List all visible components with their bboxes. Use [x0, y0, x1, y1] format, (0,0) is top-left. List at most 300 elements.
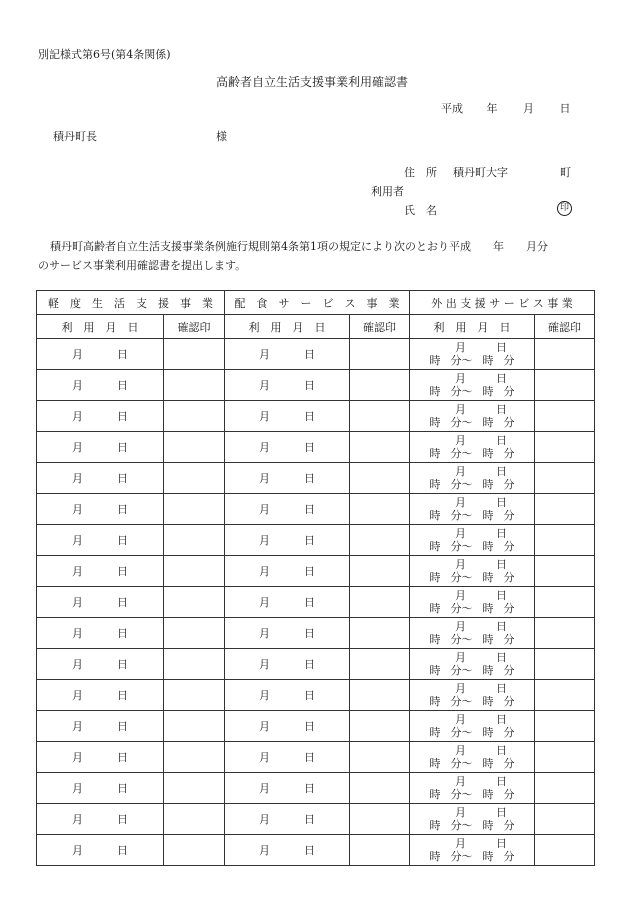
- hour-label: 時: [429, 726, 441, 739]
- use-date-cell[interactable]: [225, 432, 350, 463]
- day-label: 日: [496, 434, 507, 447]
- confirm-seal-cell[interactable]: [164, 773, 225, 804]
- day-label: 日: [496, 496, 507, 509]
- confirm-seal-cell[interactable]: [535, 804, 595, 835]
- confirm-seal-cell[interactable]: [535, 401, 595, 432]
- month-label: 月: [72, 689, 83, 702]
- date-year: 年: [486, 102, 498, 115]
- use-date-time-cell[interactable]: [410, 649, 535, 680]
- use-date-time-cell[interactable]: [410, 587, 535, 618]
- hour-label: 時: [482, 695, 494, 708]
- use-date-time-cell[interactable]: [410, 711, 535, 742]
- confirm-seal-cell[interactable]: [164, 711, 225, 742]
- month-label: 月: [259, 410, 270, 423]
- day-label: 日: [496, 682, 507, 695]
- address-label: 住 所: [404, 166, 437, 179]
- confirm-seal-cell[interactable]: [535, 556, 595, 587]
- month-label: 月: [72, 813, 83, 826]
- month-label: 月: [72, 844, 83, 857]
- confirm-seal-cell[interactable]: [164, 835, 225, 866]
- day-label: 日: [117, 689, 128, 702]
- confirm-seal-cell[interactable]: [164, 370, 225, 401]
- day-label: 日: [496, 372, 507, 385]
- use-date-cell[interactable]: [225, 556, 350, 587]
- use-date-cell[interactable]: [225, 370, 350, 401]
- confirm-seal-cell[interactable]: [164, 401, 225, 432]
- use-date-time-cell[interactable]: [410, 835, 535, 866]
- day-label: 日: [117, 596, 128, 609]
- hour-label: 時: [482, 602, 494, 615]
- table-row: [37, 401, 595, 432]
- use-date-cell[interactable]: [37, 680, 164, 711]
- use-date-time-cell[interactable]: [410, 773, 535, 804]
- confirm-seal-cell[interactable]: [164, 432, 225, 463]
- use-date-cell[interactable]: [225, 680, 350, 711]
- minute-from-label: 分〜: [450, 850, 473, 863]
- month-label: 月: [259, 441, 270, 454]
- column-header-date: 利 用 月 日: [225, 315, 350, 339]
- minute-label: 分: [503, 385, 515, 398]
- confirm-seal-cell[interactable]: [535, 835, 595, 866]
- day-label: 日: [496, 558, 507, 571]
- use-date-time-cell[interactable]: [410, 401, 535, 432]
- minute-from-label: 分〜: [450, 571, 473, 584]
- form-number: 別記様式第6号(第4条関係): [38, 48, 171, 61]
- use-date-cell[interactable]: [37, 742, 164, 773]
- use-date-time-cell[interactable]: [410, 432, 535, 463]
- confirm-seal-cell[interactable]: [350, 804, 410, 835]
- day-label: 日: [117, 441, 128, 454]
- confirm-seal-cell[interactable]: [535, 525, 595, 556]
- confirm-seal-cell[interactable]: [535, 463, 595, 494]
- day-label: 日: [496, 589, 507, 602]
- table-row: [37, 370, 595, 401]
- day-label: 日: [117, 379, 128, 392]
- day-label: 日: [496, 465, 507, 478]
- month-label: 月: [455, 775, 466, 788]
- table-row: [37, 463, 595, 494]
- use-date-cell[interactable]: [225, 649, 350, 680]
- day-label: 日: [304, 441, 315, 454]
- use-date-cell[interactable]: [37, 494, 164, 525]
- column-header-confirm: 確認印: [535, 315, 595, 339]
- user-label: 利用者: [371, 185, 404, 198]
- body-text-line-2: のサービス事業利用確認書を提出します。: [38, 259, 247, 272]
- section-header-meal-delivery: 配 食 サ ー ビ ス 事 業: [225, 291, 410, 315]
- day-label: 日: [304, 689, 315, 702]
- use-date-time-cell[interactable]: [410, 804, 535, 835]
- hour-label: 時: [482, 540, 494, 553]
- use-date-time-cell[interactable]: [410, 556, 535, 587]
- hour-label: 時: [429, 695, 441, 708]
- use-date-cell[interactable]: [37, 618, 164, 649]
- use-date-time-cell[interactable]: [410, 525, 535, 556]
- address-value: 積丹町大字: [453, 166, 508, 179]
- month-label: 月: [259, 627, 270, 640]
- hour-label: 時: [482, 633, 494, 646]
- minute-label: 分: [503, 540, 515, 553]
- use-date-cell[interactable]: [225, 494, 350, 525]
- confirm-seal-cell[interactable]: [350, 339, 410, 370]
- use-date-cell[interactable]: [225, 339, 350, 370]
- minute-from-label: 分〜: [450, 354, 473, 367]
- month-label: 月: [455, 713, 466, 726]
- month-label: 月: [455, 682, 466, 695]
- day-label: 日: [496, 527, 507, 540]
- use-date-cell[interactable]: [37, 711, 164, 742]
- minute-label: 分: [503, 633, 515, 646]
- use-date-cell[interactable]: [225, 587, 350, 618]
- use-date-cell[interactable]: [37, 370, 164, 401]
- minute-label: 分: [503, 695, 515, 708]
- day-label: 日: [496, 620, 507, 633]
- confirm-seal-cell[interactable]: [350, 494, 410, 525]
- month-label: 月: [72, 472, 83, 485]
- confirm-seal-cell[interactable]: [164, 587, 225, 618]
- hour-label: 時: [429, 354, 441, 367]
- month-label: 月: [455, 558, 466, 571]
- column-header-confirm: 確認印: [350, 315, 410, 339]
- month-label: 月: [72, 379, 83, 392]
- confirm-seal-cell[interactable]: [350, 463, 410, 494]
- confirm-seal-cell[interactable]: [350, 649, 410, 680]
- confirm-seal-cell[interactable]: [350, 587, 410, 618]
- date-day: 日: [559, 102, 571, 115]
- section-header-row: [37, 291, 595, 315]
- confirm-seal-cell[interactable]: [164, 804, 225, 835]
- hour-label: 時: [429, 540, 441, 553]
- minute-label: 分: [503, 819, 515, 832]
- table-row: [37, 835, 595, 866]
- confirm-seal-cell[interactable]: [535, 742, 595, 773]
- table-row: [37, 680, 595, 711]
- day-label: 日: [117, 627, 128, 640]
- month-label: 月: [455, 744, 466, 757]
- hour-label: 時: [482, 509, 494, 522]
- month-label: 月: [455, 837, 466, 850]
- use-date-cell[interactable]: [37, 649, 164, 680]
- month-label: 月: [455, 372, 466, 385]
- use-date-cell[interactable]: [37, 401, 164, 432]
- confirm-seal-cell[interactable]: [164, 680, 225, 711]
- date-month: 月: [523, 102, 534, 115]
- day-label: 日: [496, 837, 507, 850]
- month-label: 月: [72, 658, 83, 671]
- use-date-cell[interactable]: [225, 804, 350, 835]
- month-label: 月: [259, 565, 270, 578]
- confirm-seal-cell[interactable]: [535, 370, 595, 401]
- confirm-seal-cell[interactable]: [535, 649, 595, 680]
- use-date-time-cell[interactable]: [410, 494, 535, 525]
- month-label: 月: [455, 434, 466, 447]
- minute-from-label: 分〜: [450, 509, 473, 522]
- day-label: 日: [117, 720, 128, 733]
- confirm-seal-cell[interactable]: [164, 556, 225, 587]
- confirm-seal-cell[interactable]: [535, 773, 595, 804]
- day-label: 日: [117, 782, 128, 795]
- use-date-cell[interactable]: [37, 525, 164, 556]
- hour-label: 時: [482, 478, 494, 491]
- month-label: 月: [455, 589, 466, 602]
- use-date-cell[interactable]: [225, 742, 350, 773]
- minute-label: 分: [503, 664, 515, 677]
- use-date-cell[interactable]: [225, 525, 350, 556]
- hour-label: 時: [482, 354, 494, 367]
- confirm-seal-cell[interactable]: [350, 711, 410, 742]
- month-label: 月: [72, 534, 83, 547]
- date-era: 平成: [441, 102, 463, 115]
- day-label: 日: [304, 627, 315, 640]
- use-date-cell[interactable]: [225, 618, 350, 649]
- month-label: 月: [259, 596, 270, 609]
- use-date-cell[interactable]: [225, 835, 350, 866]
- month-label: 月: [259, 534, 270, 547]
- month-label: 月: [455, 527, 466, 540]
- month-label: 月: [72, 410, 83, 423]
- minute-from-label: 分〜: [450, 478, 473, 491]
- month-label: 月: [72, 627, 83, 640]
- day-label: 日: [496, 775, 507, 788]
- table-row: [37, 649, 595, 680]
- confirm-seal-cell[interactable]: [164, 742, 225, 773]
- month-label: 月: [259, 844, 270, 857]
- month-label: 月: [455, 806, 466, 819]
- minute-label: 分: [503, 757, 515, 770]
- minute-label: 分: [503, 509, 515, 522]
- hour-label: 時: [482, 416, 494, 429]
- day-label: 日: [304, 534, 315, 547]
- section-header-outing-support: 外 出 支 援 サ ー ビ ス 事 業: [410, 291, 595, 315]
- confirm-seal-cell[interactable]: [164, 494, 225, 525]
- confirm-seal-cell[interactable]: [350, 618, 410, 649]
- hour-label: 時: [429, 416, 441, 429]
- confirm-seal-cell[interactable]: [350, 556, 410, 587]
- day-label: 日: [304, 348, 315, 361]
- minute-from-label: 分〜: [450, 664, 473, 677]
- minute-from-label: 分〜: [450, 416, 473, 429]
- day-label: 日: [117, 751, 128, 764]
- use-date-cell[interactable]: [37, 773, 164, 804]
- use-date-time-cell[interactable]: [410, 680, 535, 711]
- day-label: 日: [496, 341, 507, 354]
- day-label: 日: [304, 813, 315, 826]
- confirm-seal-cell[interactable]: [350, 742, 410, 773]
- month-label: 月: [455, 465, 466, 478]
- month-label: 月: [259, 720, 270, 733]
- hour-label: 時: [429, 819, 441, 832]
- month-label: 月: [259, 379, 270, 392]
- use-date-cell[interactable]: [37, 556, 164, 587]
- use-date-time-cell[interactable]: [410, 618, 535, 649]
- table-row: [37, 494, 595, 525]
- table-row: [37, 339, 595, 370]
- usage-table: [36, 290, 595, 866]
- month-label: 月: [72, 720, 83, 733]
- month-label: 月: [259, 472, 270, 485]
- day-label: 日: [304, 751, 315, 764]
- use-date-cell[interactable]: [225, 711, 350, 742]
- confirm-seal-cell[interactable]: [164, 618, 225, 649]
- day-label: 日: [117, 348, 128, 361]
- day-label: 日: [304, 565, 315, 578]
- hour-label: 時: [429, 447, 441, 460]
- minute-label: 分: [503, 788, 515, 801]
- hour-label: 時: [429, 385, 441, 398]
- hour-label: 時: [482, 571, 494, 584]
- confirm-seal-cell[interactable]: [164, 339, 225, 370]
- month-label: 月: [455, 403, 466, 416]
- minute-label: 分: [503, 478, 515, 491]
- document-title: 高齢者自立生活支援事業利用確認書: [216, 75, 409, 89]
- hour-label: 時: [429, 757, 441, 770]
- name-label: 氏 名: [404, 204, 437, 217]
- use-date-cell[interactable]: [225, 463, 350, 494]
- month-label: 月: [259, 503, 270, 516]
- day-label: 日: [496, 403, 507, 416]
- table-row: [37, 556, 595, 587]
- day-label: 日: [117, 565, 128, 578]
- confirm-seal-cell[interactable]: [535, 432, 595, 463]
- hour-label: 時: [482, 757, 494, 770]
- table-row: [37, 742, 595, 773]
- confirm-seal-cell[interactable]: [164, 649, 225, 680]
- day-label: 日: [117, 844, 128, 857]
- hour-label: 時: [429, 664, 441, 677]
- day-label: 日: [304, 720, 315, 733]
- day-label: 日: [117, 534, 128, 547]
- minute-label: 分: [503, 571, 515, 584]
- hour-label: 時: [429, 571, 441, 584]
- section-header-light-living: 軽 度 生 活 支 援 事 業: [37, 291, 225, 315]
- confirm-seal-cell[interactable]: [164, 525, 225, 556]
- day-label: 日: [304, 782, 315, 795]
- confirm-seal-cell[interactable]: [535, 494, 595, 525]
- day-label: 日: [304, 503, 315, 516]
- month-label: 月: [455, 341, 466, 354]
- hour-label: 時: [482, 850, 494, 863]
- minute-label: 分: [503, 447, 515, 460]
- hour-label: 時: [429, 509, 441, 522]
- hour-label: 時: [482, 819, 494, 832]
- minute-from-label: 分〜: [450, 633, 473, 646]
- minute-from-label: 分〜: [450, 819, 473, 832]
- minute-from-label: 分〜: [450, 695, 473, 708]
- month-label: 月: [72, 782, 83, 795]
- table-row: [37, 618, 595, 649]
- seal-mark: [557, 200, 572, 216]
- confirm-seal-cell[interactable]: [350, 680, 410, 711]
- seal-icon: 印: [557, 201, 572, 216]
- hour-label: 時: [482, 664, 494, 677]
- minute-from-label: 分〜: [450, 602, 473, 615]
- confirm-seal-cell[interactable]: [535, 680, 595, 711]
- hour-label: 時: [482, 447, 494, 460]
- month-label: 月: [455, 496, 466, 509]
- hour-label: 時: [429, 788, 441, 801]
- month-label: 月: [259, 782, 270, 795]
- month-label: 月: [72, 751, 83, 764]
- day-label: 日: [496, 713, 507, 726]
- confirm-seal-cell[interactable]: [350, 432, 410, 463]
- day-label: 日: [117, 472, 128, 485]
- month-label: 月: [259, 813, 270, 826]
- table-row: [37, 773, 595, 804]
- minute-from-label: 分〜: [450, 726, 473, 739]
- day-label: 日: [304, 844, 315, 857]
- hour-label: 時: [429, 850, 441, 863]
- address-suffix: 町: [560, 166, 571, 179]
- day-label: 日: [496, 744, 507, 757]
- month-label: 月: [455, 651, 466, 664]
- hour-label: 時: [482, 726, 494, 739]
- confirm-seal-cell[interactable]: [535, 618, 595, 649]
- addressee-suffix: 様: [216, 130, 227, 143]
- day-label: 日: [117, 813, 128, 826]
- use-date-time-cell[interactable]: [410, 370, 535, 401]
- day-label: 日: [117, 503, 128, 516]
- use-date-time-cell[interactable]: [410, 742, 535, 773]
- use-date-cell[interactable]: [225, 773, 350, 804]
- hour-label: 時: [429, 478, 441, 491]
- use-date-cell[interactable]: [37, 804, 164, 835]
- use-date-time-cell[interactable]: [410, 339, 535, 370]
- minute-from-label: 分〜: [450, 447, 473, 460]
- hour-label: 時: [429, 633, 441, 646]
- use-date-cell[interactable]: [37, 835, 164, 866]
- use-date-cell[interactable]: [225, 401, 350, 432]
- minute-from-label: 分〜: [450, 385, 473, 398]
- minute-label: 分: [503, 850, 515, 863]
- table-row: [37, 804, 595, 835]
- month-label: 月: [72, 503, 83, 516]
- confirm-seal-cell[interactable]: [535, 587, 595, 618]
- use-date-cell[interactable]: [37, 463, 164, 494]
- minute-label: 分: [503, 602, 515, 615]
- day-label: 日: [304, 596, 315, 609]
- confirm-seal-cell[interactable]: [350, 525, 410, 556]
- use-date-cell[interactable]: [37, 587, 164, 618]
- confirm-seal-cell[interactable]: [535, 339, 595, 370]
- addressee-name: 積丹町長: [53, 130, 97, 143]
- use-date-cell[interactable]: [37, 432, 164, 463]
- use-date-cell[interactable]: [37, 339, 164, 370]
- confirm-seal-cell[interactable]: [350, 401, 410, 432]
- day-label: 日: [304, 658, 315, 671]
- day-label: 日: [117, 658, 128, 671]
- confirm-seal-cell[interactable]: [164, 463, 225, 494]
- table-row: [37, 711, 595, 742]
- month-label: 月: [259, 689, 270, 702]
- column-header-date: 利 用 月 日: [410, 315, 535, 339]
- minute-from-label: 分〜: [450, 540, 473, 553]
- minute-label: 分: [503, 726, 515, 739]
- confirm-seal-cell[interactable]: [535, 711, 595, 742]
- month-label: 月: [259, 658, 270, 671]
- body-text-line-1: 積丹町高齢者自立生活支援事業条例施行規則第4条第1項の規定により次のとおり平成 年 月分: [50, 240, 548, 253]
- hour-label: 時: [482, 788, 494, 801]
- column-header-confirm: 確認印: [164, 315, 225, 339]
- confirm-seal-cell[interactable]: [350, 835, 410, 866]
- table-row: [37, 525, 595, 556]
- confirm-seal-cell[interactable]: [350, 773, 410, 804]
- use-date-time-cell[interactable]: [410, 463, 535, 494]
- day-label: 日: [496, 806, 507, 819]
- table-row: [37, 587, 595, 618]
- confirm-seal-cell[interactable]: [350, 370, 410, 401]
- minute-label: 分: [503, 354, 515, 367]
- month-label: 月: [259, 751, 270, 764]
- day-label: 日: [496, 651, 507, 664]
